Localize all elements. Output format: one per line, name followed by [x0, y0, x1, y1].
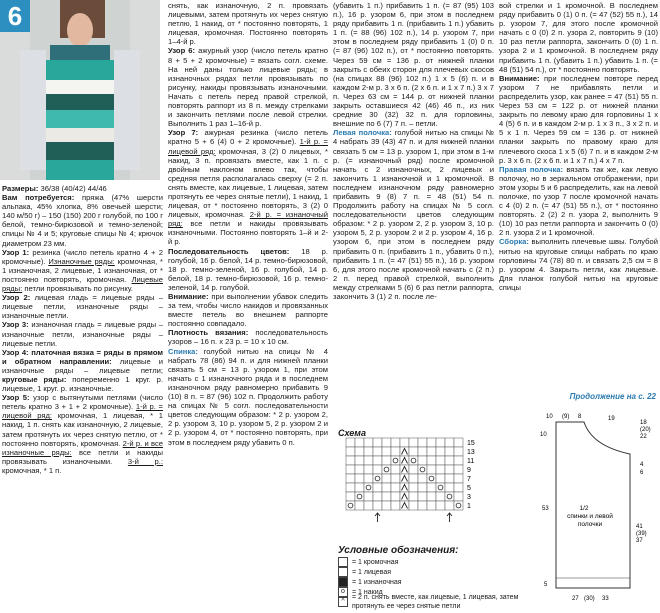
chart-cell — [436, 456, 445, 465]
col2-intro: снять, как изнаночную, 2 п. провязать лицевыми, затем протянуть их через снятую петлю, 1 накид, от * постоянно повторять, 1 лицевая, кромочная. Постоянно повторять 1–4-й р. — [168, 1, 328, 47]
chart-cell — [346, 492, 355, 501]
pattern-7-label: Узор 7: — [168, 128, 199, 138]
chart-cell — [355, 438, 364, 447]
column-2 — [168, 1, 328, 447]
attention-label-2: Внимание: — [499, 73, 540, 83]
density-label: Плотность вязания: — [168, 328, 249, 338]
schematic-top-mid-1: 18 — [640, 420, 647, 426]
legend-symbol: ^ — [338, 597, 348, 607]
pattern-5-text: узор с вытянутыми петлями (число петель кратно 3 + 1 + 2 кромочные). — [2, 393, 163, 412]
chart-cell — [382, 501, 391, 510]
chart-row-label: 9 — [467, 467, 471, 474]
chart-cell — [373, 501, 382, 510]
attention-text: при выполнении убавок следить за тем, чтобы число накидов и провязанных вместе петель во внешнем раппорте постоянно совпадало. — [168, 292, 328, 329]
legend — [338, 557, 534, 610]
pattern-1-text: резинка (число петель кратно 4 + 2 кромочные). — [2, 247, 163, 266]
chart-cell — [346, 456, 355, 465]
chart-cell — [409, 474, 418, 483]
back-text: голубой нитью на спицы № 4 набрать 78 (86) 94 п. и для нижней планки связать 5 см = 13 р. узором 1, при этом начать с 1 изнаночного ряда и в последнем изнаночном ряду равномерно прибавить 9 (10) 8 п. = 87 (96) 102 п. Продолжить работу на спицах № 5 согл. последовательности цветов следующим образом: * 2 р. узором 2, 2 р. узором 3, 10 р. узором 5, 2 р. узором 2 и 2 р. узором 4, от * постоянно повторять, при этом в последнем ряду убавить 0 п. — [168, 346, 328, 447]
schematic-side-right-1: 41 — [636, 524, 643, 530]
chart-cell — [436, 447, 445, 456]
legend-symbol — [338, 567, 348, 577]
pattern-1-face-label: Изнаночные ряды: — [48, 256, 115, 266]
chart-cell — [346, 447, 355, 456]
schematic-side-right-2: (39) — [636, 531, 647, 537]
chart-cell — [454, 447, 463, 456]
chart-cell — [391, 456, 400, 465]
pattern-2-text: лицевая гладь = лицевые ряды – лицевые петли, изнаночные ряды – изнаночные петли. — [2, 293, 163, 321]
column-4 — [499, 1, 658, 341]
chart-cell — [454, 492, 463, 501]
chart-cell — [445, 447, 454, 456]
chart-cell — [346, 465, 355, 474]
chart-cell — [409, 501, 418, 510]
chart-cell — [382, 456, 391, 465]
chart-cell — [427, 447, 436, 456]
chart-cell — [427, 474, 436, 483]
legend-symbol: o — [338, 587, 348, 597]
pattern-3-label: Узор 3: — [2, 320, 29, 330]
schematic-side-main: 53 — [542, 506, 549, 512]
chart-cell — [373, 483, 382, 492]
assembly-label: Сборка: — [499, 237, 529, 247]
pattern-1-back: петли провязывать по рисунку. — [24, 284, 133, 294]
legend-item — [338, 557, 534, 567]
chart-cell — [346, 438, 355, 447]
chart-cell — [409, 447, 418, 456]
chart-cell — [436, 438, 445, 447]
chart-cell — [436, 465, 445, 474]
chart-cell — [418, 465, 427, 474]
left-front-text: голубой нитью на спицы № 4 набрать 39 (43) 47 п. и для нижней планки связать 5 см = 13 р. узором 1, при этом в 1-м р. (= изнаночный ряд) после кромочной начать с 2 изнаночных, 2 лицевых и закончить 1 изнаночной и 1 кромочной. В последнем изнаночном ряду равномерно прибавить 9 (8) 7 п. = 48 (51) 54 п. Продолжить работу на спицах № 5 согл. последовательности цветов следующим образом: * 2 р. узором 2, 2 р. узором 3, 10 р. узором 5, 2 р. узором 2 и 2 р. узором 4, 16 р. узором 6, при этом в последнем ряду прибавить 0 п. (прибавить 1 п., убавить 0 п.), прибавить 1 п. (= 47 (51) 55 п.), 16 р. узором 6, для этого после кромочной начать с (2 п.) 2 п. перед правой стрелкой, выполнить между стрелками 5 (6) 6 раз петли раппорта, закончить 3 (1) 2 п. после ле- — [333, 128, 494, 301]
chart-cell — [364, 456, 373, 465]
pattern-4-head: платочная вязка = ряды в прямом и обратном направлении: — [2, 347, 163, 366]
chart-cell — [418, 456, 427, 465]
chart-title: Схема — [338, 428, 366, 438]
garment-schematic — [538, 410, 656, 610]
chart-cell — [418, 447, 427, 456]
chart-cell — [391, 492, 400, 501]
chart-cell — [454, 438, 463, 447]
chart-cell — [373, 465, 382, 474]
chart-cell — [454, 501, 463, 510]
continued-note: Продолжение на с. 22 — [569, 392, 656, 401]
chart-row-label: 15 — [467, 440, 475, 447]
left-front-label: Левая полочка: — [333, 128, 392, 138]
chart-row-label: 1 — [467, 503, 471, 510]
stitch-chart — [338, 432, 523, 544]
schematic-center-2: спинки и левой — [567, 513, 613, 520]
pattern-7-text: ажурная резинка (число петель кратно 5 + 6 (4) 0 + 2 кромочные). — [168, 128, 328, 147]
page-number-badge: 6 — [0, 0, 30, 32]
chart-cell — [373, 474, 382, 483]
chart-cell — [346, 474, 355, 483]
pattern-7-r1: кромочная, 3 (2) 0 лицевых, * накид, 3 п. провязать вместе, как 1 п. с двойным наклоном влево так, чтобы средняя петля располагалась сверху (= 2 п. снять вместе, как лицевые, 1 лицевая, затем протянуть ее через снятые петли), 1 накид, 1 лицевая, от * постоянно повторять, 3 (2) 0 лицевых, кромочная. — [168, 146, 328, 220]
right-front-label: Правая полочка: — [499, 164, 564, 174]
chart-cell — [445, 456, 454, 465]
chart-row-label: 7 — [467, 476, 471, 483]
pattern-5-label: Узор 5: — [2, 393, 30, 403]
chart-cell — [418, 438, 427, 447]
chart-cell — [364, 438, 373, 447]
pattern-1-face: кромочная, * 1 изнаночная, 2 лицевые, 1 изнаночная, от * постоянно повторять, кромочная. — [2, 256, 163, 284]
pattern-7-r2-label: 2-й р. = изнаночный ряд: — [168, 210, 328, 229]
chart-row-label: 13 — [467, 449, 475, 456]
chart-row-label: 11 — [467, 458, 475, 465]
schematic-bottom-3: 33 — [602, 596, 609, 602]
column-3 — [333, 1, 494, 391]
schematic-bottom-2: (30) — [584, 596, 595, 602]
chart-cell — [355, 465, 364, 474]
chart-cell — [355, 474, 364, 483]
chart-cell — [427, 483, 436, 492]
chart-cell — [454, 456, 463, 465]
chart-cell — [364, 447, 373, 456]
pattern-4-round: попеременно 1 круг. р. лицевые, 1 круг. р. изнаночные. — [2, 374, 163, 394]
chart-cell — [391, 447, 400, 456]
chart-cell — [454, 474, 463, 483]
legend-text: = 1 изнаночная — [352, 578, 402, 586]
chart-cell — [364, 465, 373, 474]
chart-cell — [382, 474, 391, 483]
chart-cell — [364, 474, 373, 483]
attention-label: Внимание: — [168, 292, 209, 301]
chart-cell — [391, 483, 400, 492]
chart-cell — [418, 474, 427, 483]
chart-cell — [364, 483, 373, 492]
schematic-top-mid-2: (20) — [640, 427, 651, 433]
legend-text: = 1 кромочная — [352, 558, 399, 566]
chart-cell — [436, 501, 445, 510]
legend-symbol — [338, 577, 348, 587]
pattern-5-r3-label: 3-й р.: — [127, 456, 163, 466]
chart-cell — [355, 483, 364, 492]
chart-cell — [436, 483, 445, 492]
chart-cell — [454, 483, 463, 492]
chart-cell — [445, 483, 454, 492]
chart-cell — [427, 438, 436, 447]
chart-row-label: 5 — [467, 485, 471, 492]
chart-cell — [391, 474, 400, 483]
chart-cell — [391, 465, 400, 474]
pattern-1-back-label: Лицевые ряды: — [2, 274, 163, 294]
pattern-4-round-label: круговые ряды: — [2, 374, 67, 384]
chart-cell — [409, 438, 418, 447]
legend-symbol — [338, 557, 348, 567]
chart-cell — [382, 447, 391, 456]
chart-cell — [382, 438, 391, 447]
chart-cell — [445, 501, 454, 510]
chart-cell — [418, 501, 427, 510]
schematic-side-upper-1: 4 — [640, 462, 644, 468]
chart-cell — [409, 465, 418, 474]
schematic-center-1: 1/2 — [579, 505, 589, 512]
pattern-6-text: ажурный узор (число петель кратно 8 + 5 + 2 кромочные) = вязать согл. схеме. На ней даны только лицевые ряды; в изнаночных рядах петли провязывать по рисунку, накиды провязывать изнаночными. Начать с петель перед правой стрелкой, повторять раппорт из 8 п. между стрелками и закончить петлями после левой стрелки. Выполнить 1 раз 1–16-й р. — [168, 46, 328, 129]
col4-intro: вой стрелки и 1 кромочной. В последнем ряду прибавить 0 (1) 0 п. (= 47 (52) 55 п.), 14 р. узором 7, для этого после кромочной начать с 0 (0) 2 п. узора 2, повторить 9 (10) 10 раз петли раппорта, закончить 0 (0) 1 п. узора 2 и 1 кромочной. В последнем ряду прибавить 1 п. (убавить 1 п.) убавить 1 п. (= 48 (51) 54 п.), от * постоянно повторять. — [499, 1, 658, 74]
schematic-outline — [556, 422, 630, 588]
schematic-top-mid-3: 22 — [640, 434, 647, 440]
pattern-1-label: Узор 1: — [2, 247, 30, 257]
schematic-bottom-1: 27 — [572, 596, 579, 602]
chart-cell — [418, 483, 427, 492]
schematic-side-upper-2: 6 — [640, 470, 644, 476]
chart-cell — [364, 501, 373, 510]
chart-cell — [436, 492, 445, 501]
schematic-center-3: полочки — [577, 521, 603, 528]
legend-item — [338, 567, 534, 577]
chart-repeat-arrow — [375, 513, 380, 522]
chart-cell — [445, 492, 454, 501]
pattern-4-label: Узор 4: — [2, 347, 29, 357]
pattern-7-r2: все петли и накиды провязывать изнаночными. Постоянно повторять 1–й и 2-й р. — [168, 219, 328, 247]
schematic-top-left: 10 — [540, 432, 547, 438]
chart-cell — [436, 474, 445, 483]
pattern-5-r1: кромочная, 1 лицевая, * 1 накид, 1 п. снять как изнаночную, 2 лицевые, затем протянуть их через снятую петлю, от * постоянно повторять, кромочная. — [2, 411, 163, 448]
chart-cell — [445, 465, 454, 474]
chart-cell — [373, 447, 382, 456]
chart-cell — [346, 501, 355, 510]
chart-cell — [427, 492, 436, 501]
pattern-7-r1-label: 1-й р. = лицевой ряд: — [168, 137, 328, 156]
chart-cell — [391, 501, 400, 510]
pattern-2-label: Узор 2: — [2, 293, 31, 303]
chart-cell — [382, 492, 391, 501]
schematic-hem: 5 — [544, 582, 548, 588]
chart-cell — [409, 483, 418, 492]
chart-cell — [454, 465, 463, 474]
sizes-label: Размеры: — [2, 184, 39, 193]
pattern-6-label: Узор 6: — [168, 46, 196, 56]
pattern-5-r3: кромочная, * 1 п. — [2, 465, 62, 475]
attention-text-2: при последнем повторе перед узором 7 не прибавлять петли и распределить узор, как ранее = 47 (51) 55 п. Через 53 см = 122 р. от нижней планки закрыть по левому краю для горловины 1 х 4 (5) 6 п. и в каждом 2-м р. 1 х 3 п., 3 х 2 п. и 5 х 1 п. Через 59 см = 136 р. от нижней планки закрыть по правому краю для плечевого скоса 1 х 5 (6) 7 п. и в каждом 2-м р. 3 х 6 п. (2 х 6 п. и 1 х 7 п.) 4 х 7 п. — [499, 73, 658, 165]
chart-cell — [409, 492, 418, 501]
chart-cell — [400, 438, 409, 447]
color-sequence-text: 18 р. голубой, 16 р. белой, 14 р. темно-бирюзовой, 18 р. темно-зеленой, 16 р. голубой, 14 р. белой, 18 р. темно-бирюзовой, 16 р. темно-зеленой, 14 р. голубой. — [168, 246, 328, 292]
pattern-3-text: изнаночная гладь = лицевые ряды – изнаночные петли, изнаночные ряды – лицевые петли. — [2, 320, 163, 348]
schematic-top-right: 19 — [608, 416, 615, 422]
schematic-side-right-3: 37 — [636, 538, 643, 544]
column-1 — [2, 184, 163, 612]
chart-cell — [445, 474, 454, 483]
sizes-value: 36/38 (40/42) 44/46 — [40, 184, 107, 193]
chart-cell — [373, 438, 382, 447]
chart-cell — [409, 456, 418, 465]
schematic-shoulder-2: (9) — [562, 414, 570, 420]
chart-cell — [427, 465, 436, 474]
legend-title: Условные обозначения: — [338, 545, 459, 556]
right-front-text: вязать так же, как левую полочку, но в зеркальном отображении, при этом узоры 5 и 6 распределить, как на левой полочке, по узор 7 после кромочной начать с 4 (0) 2 п. (= 47 (51) 55 п.), от * постоянно повторять. 2 (2) 2 п. узора 2, выполнить 9 (10) 10 раз петли раппорта и закончить 0 (0) 2 п. узора 2 и 1 кромочной. — [499, 164, 658, 238]
pattern-5-r2-label: 2-й р. и все изнаночные ряды: — [2, 438, 163, 457]
chart-row-label: 3 — [467, 494, 471, 501]
legend-item — [338, 594, 534, 610]
legend-text: = 2 п. снять вместе, как лицевые, 1 лицевая, затем протянуть ее через снятые петли — [352, 594, 519, 610]
back-label: Спинка: — [168, 346, 198, 356]
schematic-shoulder-3: 10 — [546, 414, 553, 420]
chart-cell — [355, 456, 364, 465]
chart-cell — [382, 465, 391, 474]
chart-cell — [382, 483, 391, 492]
assembly-text: выполнить плечевые швы. Голубой нитью на круговые спицы набрать по краю горловины 74 (78) 80 п. и связать 2,5 см = 8 р. узором 4. Закрыть петли, как лицевые. Для планок голубой нитью на круговые спицы — [499, 237, 658, 292]
chart-cell — [373, 492, 382, 501]
materials-label: Вам потребуется: — [2, 193, 75, 203]
legend-item — [338, 577, 534, 587]
density-text: последовательность узоров – 16 п. х 23 р. = 10 х 10 см. — [168, 328, 328, 347]
col3-intro: (убавить 1 п.) прибавить 1 п. (= 87 (95) 103 п.), 16 р. узором 6, при этом в последнем ряду прибавить 1 п. (прибавить 1 п.) убавить 1 п. (= 88 (96) 102 п.), 14 р. узором 7, при этом в последнем ряду прибавить 1 (0) 0 п. (= 87 (96) 102 п.), от * постоянно повторять. Через 59 см = 136 р. от нижней планки закрыть с обеих сторон для плечевых скосов (на спицах 88 (96) 102 п.) 1 х 5 (6) п. и в каждом 2-м р. 3 х 6 п. (2 х 6 п. и 1 х 7 п.) 3 х 7 п. Через 63 см = 144 р. от нижней планки закрыть оставшиеся 42 (46) 46 п., из них средние 30 (32) 32 п. для горловины, внешние по 6 (7) 7 п. – петли. — [333, 1, 494, 129]
chart-cell — [418, 492, 427, 501]
chart-cell — [391, 438, 400, 447]
chart-cell — [427, 456, 436, 465]
schematic-shoulder-1: 8 — [578, 414, 582, 420]
chart-cell — [445, 438, 454, 447]
chart-cell — [355, 447, 364, 456]
pattern-5-r2: все петли и накиды провязывать изнаночными. — [2, 447, 163, 466]
materials-text: пряжа (47% шерсти альпака, 45% хлопка, 8% овечьей шерсти; 140 м/50 г) – 150 (150) 200 г голубой, по 100 г белой, темно-бирюзовой и темно-зеленой; спицы № 4 и 5; круговые спицы № 4; крючок диаметром 23 мм. — [2, 193, 163, 248]
chart-cell — [364, 492, 373, 501]
pattern-5-r1-label: 1-й р. = лицевой ряд: — [2, 402, 163, 421]
chart-repeat-arrow — [447, 513, 452, 522]
chart-cell — [355, 501, 364, 510]
pattern-4-text: лицевые и изнаночные ряды – лицевые петли; — [2, 356, 163, 375]
color-sequence-label: Последовательность цветов: — [168, 246, 290, 256]
legend-text: = 1 накид — [352, 588, 383, 596]
chart-cell — [427, 501, 436, 510]
chart-cell — [355, 492, 364, 501]
legend-text: = 1 лицевая — [352, 568, 392, 576]
chart-cell — [346, 483, 355, 492]
chart-cell — [373, 456, 382, 465]
